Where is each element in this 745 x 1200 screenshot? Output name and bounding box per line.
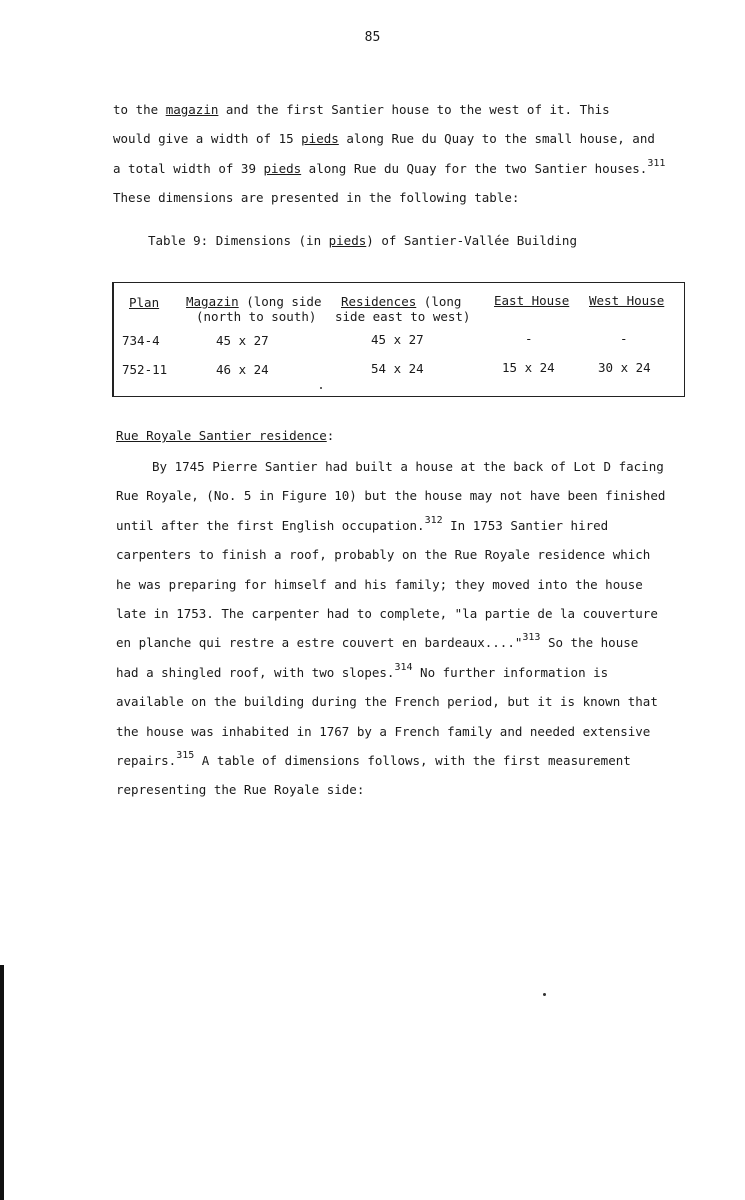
table-caption: Table 9: Dimensions (in pieds) of Santier-Vallée Building [148, 233, 577, 248]
text-line: a total width of 39 pieds along Rue du Quay for the two Santier houses.$^{311}$ [113, 157, 666, 176]
text-line: carpenters to finish a roof, probably on the Rue Royale residence which [116, 547, 651, 563]
text-line: These dimensions are presented in the following table: [113, 190, 520, 206]
intro-paragraph [113, 95, 673, 213]
table-cell: - [525, 331, 533, 346]
table-cell: 734-4 [122, 333, 160, 348]
text-line: until after the first English occupation.$^{312}$ In 1753 Santier hired [116, 514, 609, 533]
text-line: to the magazin and the first Santier house to the west of it. This [113, 102, 610, 117]
column-header-residences: Residences (long side east to west) [335, 294, 471, 324]
scan-speck [543, 993, 546, 996]
text-line: would give a width of 15 pieds along Rue du Quay to the small house, and [113, 131, 655, 147]
column-header-east-house: East House [494, 293, 570, 308]
footnote-ref: 311 [647, 157, 666, 169]
text-line: the house was inhabited in 1767 by a French family and needed extensive [116, 723, 651, 739]
text-line: en planche qui restre a estre couvert en bardeaux...."$^{313}$ So the house [116, 632, 639, 651]
text-line: repairs.$^{315}$ A table of dimensions follows, with the first measurement [116, 749, 631, 768]
table-cell: - [620, 331, 628, 346]
table-cell: 752-11 [122, 362, 168, 377]
table-cell: 45 x 27 [216, 333, 269, 348]
column-header-plan: Plan [129, 295, 160, 310]
table-cell: 54 x 24 [371, 361, 424, 376]
text-line: representing the Rue Royale side: [116, 782, 365, 798]
footnote-ref: 312 [424, 514, 443, 526]
text-line: had a shingled roof, with two slopes.$^{314}$ No further information is [116, 661, 609, 680]
text-line: Rue Royale, (No. 5 in Figure 10) but the house may not have been finished [116, 488, 666, 504]
scan-speck [320, 387, 322, 389]
table-cell: 30 x 24 [598, 360, 651, 375]
footnote-ref: 315 [176, 749, 195, 761]
text-line: available on the building during the French period, but it is known that [116, 694, 658, 710]
section-heading: Rue Royale Santier residence: [116, 428, 335, 443]
body-paragraph [116, 452, 676, 805]
footnote-ref: 314 [394, 661, 413, 673]
text-line: he was preparing for himself and his family; they moved into the house [116, 576, 643, 592]
text-line: late in 1753. The carpenter had to complete, "la partie de la couverture [116, 605, 658, 621]
table-cell: 45 x 27 [371, 332, 424, 347]
scan-margin-bar [0, 965, 4, 1200]
column-header-west-house: West House [589, 293, 665, 308]
dimensions-table [112, 282, 685, 397]
footnote-ref: 313 [522, 632, 541, 644]
page-number: 85 [364, 30, 381, 45]
column-header-magazin: Magazin (long side (north to south) [186, 294, 322, 324]
text-line: By 1745 Pierre Santier had built a house at the back of Lot D facing [152, 459, 664, 474]
table-cell: 46 x 24 [216, 362, 269, 377]
table-cell: 15 x 24 [502, 360, 555, 375]
